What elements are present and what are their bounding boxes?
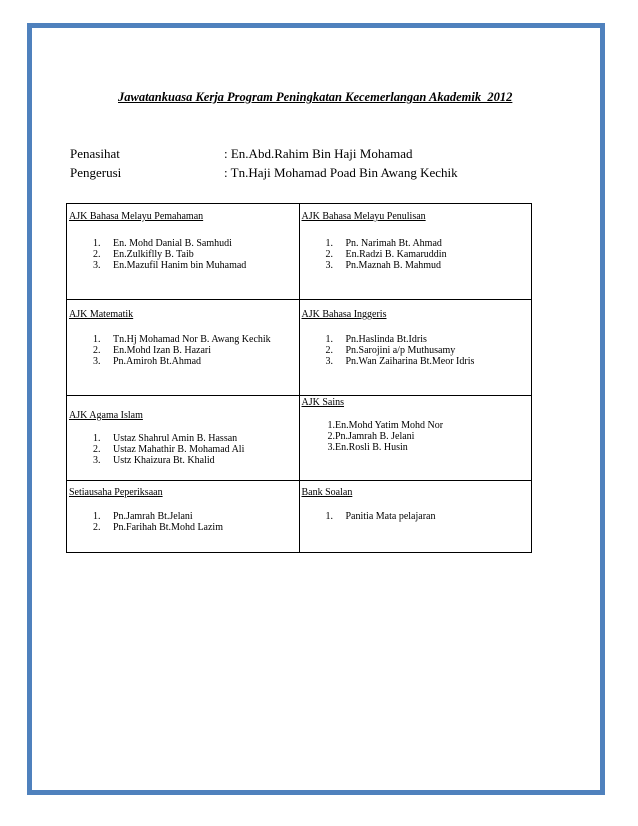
list-item: 1. Pn. Narimah Bt. Ahmad <box>325 238 442 249</box>
committee-cell-matematik <box>67 300 300 396</box>
committee-title: AJK Bahasa Melayu Pemahaman <box>69 211 204 222</box>
list-item: 2. En.Radzi B. Kamaruddin <box>325 249 447 260</box>
list-item: 2. En.Zulkiflly B. Taib <box>93 249 194 260</box>
advisor-label: Penasihat <box>70 146 120 161</box>
list-item: 2. En.Mohd Izan B. Hazari <box>93 345 212 356</box>
document-title: Jawatankuasa Kerja Program Peningkatan Kecemerlangan Akademik 2012 <box>118 90 513 104</box>
committee-cell-bm-pemahaman <box>67 204 300 300</box>
committee-cell-agama-islam <box>67 396 300 481</box>
committee-title: Bank Soalan <box>301 487 353 498</box>
committee-title: AJK Bahasa Inggeris <box>301 309 387 320</box>
list-item: 1. En. Mohd Danial B. Samhudi <box>93 238 232 249</box>
list-item: 3. Ustz Khaizura Bt. Khalid <box>93 455 215 466</box>
list-item: 3.En.Rosli B. Husin <box>327 442 408 453</box>
committee-title: Setiausaha Peperiksaan <box>69 487 163 498</box>
chairman-label: Pengerusi <box>70 165 122 180</box>
list-item: 2. Ustaz Mahathir B. Mohamad Ali <box>93 444 245 455</box>
chairman-name: : Tn.Haji Mohamad Poad Bin Awang Kechik <box>224 165 458 180</box>
list-item: 3. Pn.Wan Zaiharina Bt.Meor Idris <box>325 356 475 367</box>
committee-cell-bm-penulisan <box>299 204 532 300</box>
committee-cell-setiausaha-peperiksaan <box>67 481 300 553</box>
committee-cell-bank-soalan <box>299 481 532 553</box>
list-item: 1. Pn.Jamrah Bt.Jelani <box>93 511 193 522</box>
list-item: 1. Ustaz Shahrul Amin B. Hassan <box>93 433 238 444</box>
committee-cell-bahasa-inggeris <box>299 300 532 396</box>
list-item: 2. Pn.Sarojini a/p Muthusamy <box>325 345 456 356</box>
committee-title: AJK Sains <box>301 397 345 408</box>
committee-title: AJK Bahasa Melayu Penulisan <box>301 211 426 222</box>
list-item: 1. Pn.Haslinda Bt.Idris <box>325 334 427 345</box>
list-item: 1.En.Mohd Yatim Mohd Nor <box>327 420 444 431</box>
list-item: 1. Panitia Mata pelajaran <box>325 511 436 522</box>
committee-cell-sains <box>299 396 532 481</box>
list-item: 1. Tn.Hj Mohamad Nor B. Awang Kechik <box>93 334 271 345</box>
advisor-name: : En.Abd.Rahim Bin Haji Mohamad <box>224 146 413 161</box>
committee-table <box>66 203 532 553</box>
list-item: 3. En.Mazufil Hanim bin Muhamad <box>93 260 247 271</box>
list-item: 2. Pn.Farihah Bt.Mohd Lazim <box>93 522 223 533</box>
list-item: 2.Pn.Jamrah B. Jelani <box>327 431 415 442</box>
list-item: 3. Pn.Maznah B. Mahmud <box>325 260 442 271</box>
list-item: 3. Pn.Amiroh Bt.Ahmad <box>93 356 202 367</box>
committee-title: AJK Agama Islam <box>69 410 143 421</box>
committee-title: AJK Matematik <box>69 309 134 320</box>
